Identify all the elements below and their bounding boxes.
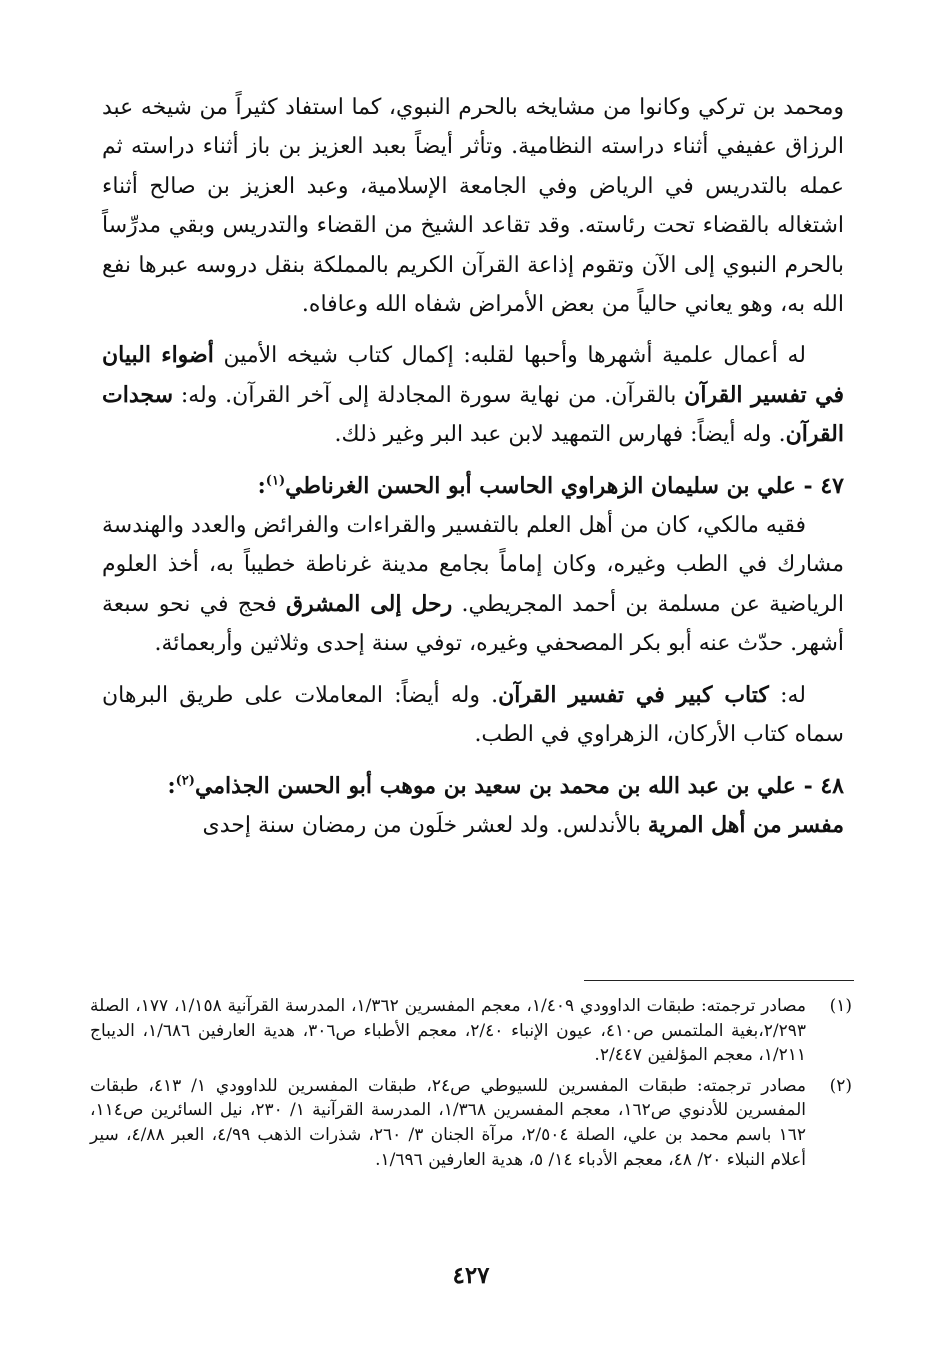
book-title-sajadat: سجدات القرآن bbox=[102, 381, 844, 448]
footnote-2-number: (٢) bbox=[829, 1075, 852, 1096]
entry-47-works-b: . وله أيضاً: المعاملات على طريق البرهان سماه كتاب الأركان، الزهراوي في الطب. bbox=[102, 682, 844, 748]
footnote-1-text: مصادر ترجمته: طبقات الداوودي ١/٤٠٩، معجم المفسرين ١/٣٦٢، المدرسة القرآنية ١/١٥٨، ١٧٧، الصلة ٢/٢٩٣،بغية الملتمس ص٤١٠، عيون الإنباء ٢/٤٠، معجم الأطباء ص٣٠٦، هدية العارفين ١/٦٨٦، الديباج ١/٢١١، معجم المؤلفين ٢/٤٤٧. bbox=[90, 996, 807, 1066]
entry-48-title: ٤٨ - علي بن عبد الله بن محمد بن سعيد بن موهب أبو الحسن الجذامي bbox=[194, 772, 844, 799]
footnote-2 bbox=[90, 1074, 852, 1172]
entry-47-bio-bold: رحل إلى المشرق bbox=[285, 590, 453, 617]
intro-works-paragraph bbox=[102, 336, 844, 454]
intro-works-end: . وله أيضاً: فهارس التمهيد لابن عبد البر وغير ذلك. bbox=[334, 422, 786, 448]
entry-47-bio bbox=[102, 506, 844, 664]
entry-48-colon: : bbox=[167, 772, 176, 799]
intro-works-mid: بالقرآن. من نهاية سورة المجادلة إلى آخر القرآن. وله: bbox=[173, 382, 685, 408]
footnote-2-text: مصادر ترجمته: طبقات المفسرين للسيوطي ص٢٤، طبقات المفسرين للداوودي ١/ ٤١٣، طبقات المفسرين للأدنوي ص١٦٢، معجم المفسرين ١/٣٦٨، المدرسة القرآنية ١/ ٢٣٠، نيل السائرين ص١١٤، ١٦٢ باسم محمد بن علي، الصلة ٢/٥٠٤، مرآة الجنان ٣/ ٢٦٠، شذرات الذهب ٤/٩٩، العبر ٤/٨٨، سير أعلام النبلاء ٢٠/ ٤٨، معجم الأدباء ١٤/ ٥، هدية العارفين ١/٦٩٦. bbox=[90, 1075, 807, 1170]
footnote-1-number: (١) bbox=[829, 996, 852, 1016]
entry-47-colon: : bbox=[257, 472, 266, 499]
footnote-ref-1: (١) bbox=[265, 473, 286, 489]
entry-47-works-bold: كتاب كبير في تفسير القرآن bbox=[498, 681, 769, 708]
intro-paragraph: ومحمد بن تركي وكانوا من مشايخه بالحرم النبوي، كما استفاد كثيراً من شيخه عبد الرزاق عفيفي أثناء دراسته النظامية. وتأثر أيضاً بعبد العزيز بن باز أثناء دراسته ثم عمله بالتدريس في الرياض وفي الجامعة الإسلامية، وعبد العزيز بن صالح أثناء اشتغاله بالقضاء تحت رئاسته. وقد تقاعد الشيخ من القضاء والتدريس وبقي مدرِّساً بالحرم النبوي إلى الآن وتقوم إذاعة القرآن الكريم بالمملكة بنقل دروسه عبرها نفع الله به، وهو يعاني حالياً من بعض الأمراض شفاه الله وعافاه. bbox=[102, 95, 844, 318]
book-title-adwa-al-bayan: أضواء البيان في تفسير القرآن bbox=[102, 342, 844, 408]
entry-47-works bbox=[102, 676, 844, 755]
intro-works-prefix: له أعمال علمية أشهرها وأحبها لقلبه: إكمال كتاب شيخه الأمين bbox=[213, 343, 807, 369]
entry-47-bio-a: فقيه مالكي، كان من أهل العلم بالتفسير والقراءات والفرائض والعدد والهندسة مشارك في الطب وغيره، وكان إماماً بجامع مدينة غرناطة خطيباً به، أخذ العلوم الرياضية عن مسلمة بن أحمد المجريطي. bbox=[102, 513, 844, 617]
footnote-divider bbox=[584, 980, 854, 981]
page-number: ٤٢٧ bbox=[452, 1262, 490, 1289]
entry-47-heading bbox=[102, 467, 844, 506]
entry-48-bio-a: بالأندلس. ولد لعشر خلَون من رمضان سنة إحدى bbox=[202, 812, 648, 838]
entry-48-bio-bold: مفسر من أهل المرية bbox=[647, 811, 844, 838]
main-text bbox=[102, 88, 844, 845]
entry-47-bio-b: فحج في نحو سبعة أشهر. حدّث عنه أبو بكر المصحفي وغيره، توفي سنة إحدى وثلاثين وأربعمائة. bbox=[102, 591, 844, 657]
entry-48-bio bbox=[102, 806, 844, 845]
entry-48-heading bbox=[102, 767, 844, 806]
footnote-1 bbox=[90, 994, 852, 1068]
footnote-ref-2: (٢) bbox=[175, 773, 195, 789]
entry-47-title: ٤٧ - علي بن سليمان الزهراوي الحاسب أبو الحسن الغرناطي bbox=[285, 472, 844, 499]
entry-47-works-a: له: bbox=[768, 682, 806, 708]
footnotes bbox=[90, 994, 852, 1178]
